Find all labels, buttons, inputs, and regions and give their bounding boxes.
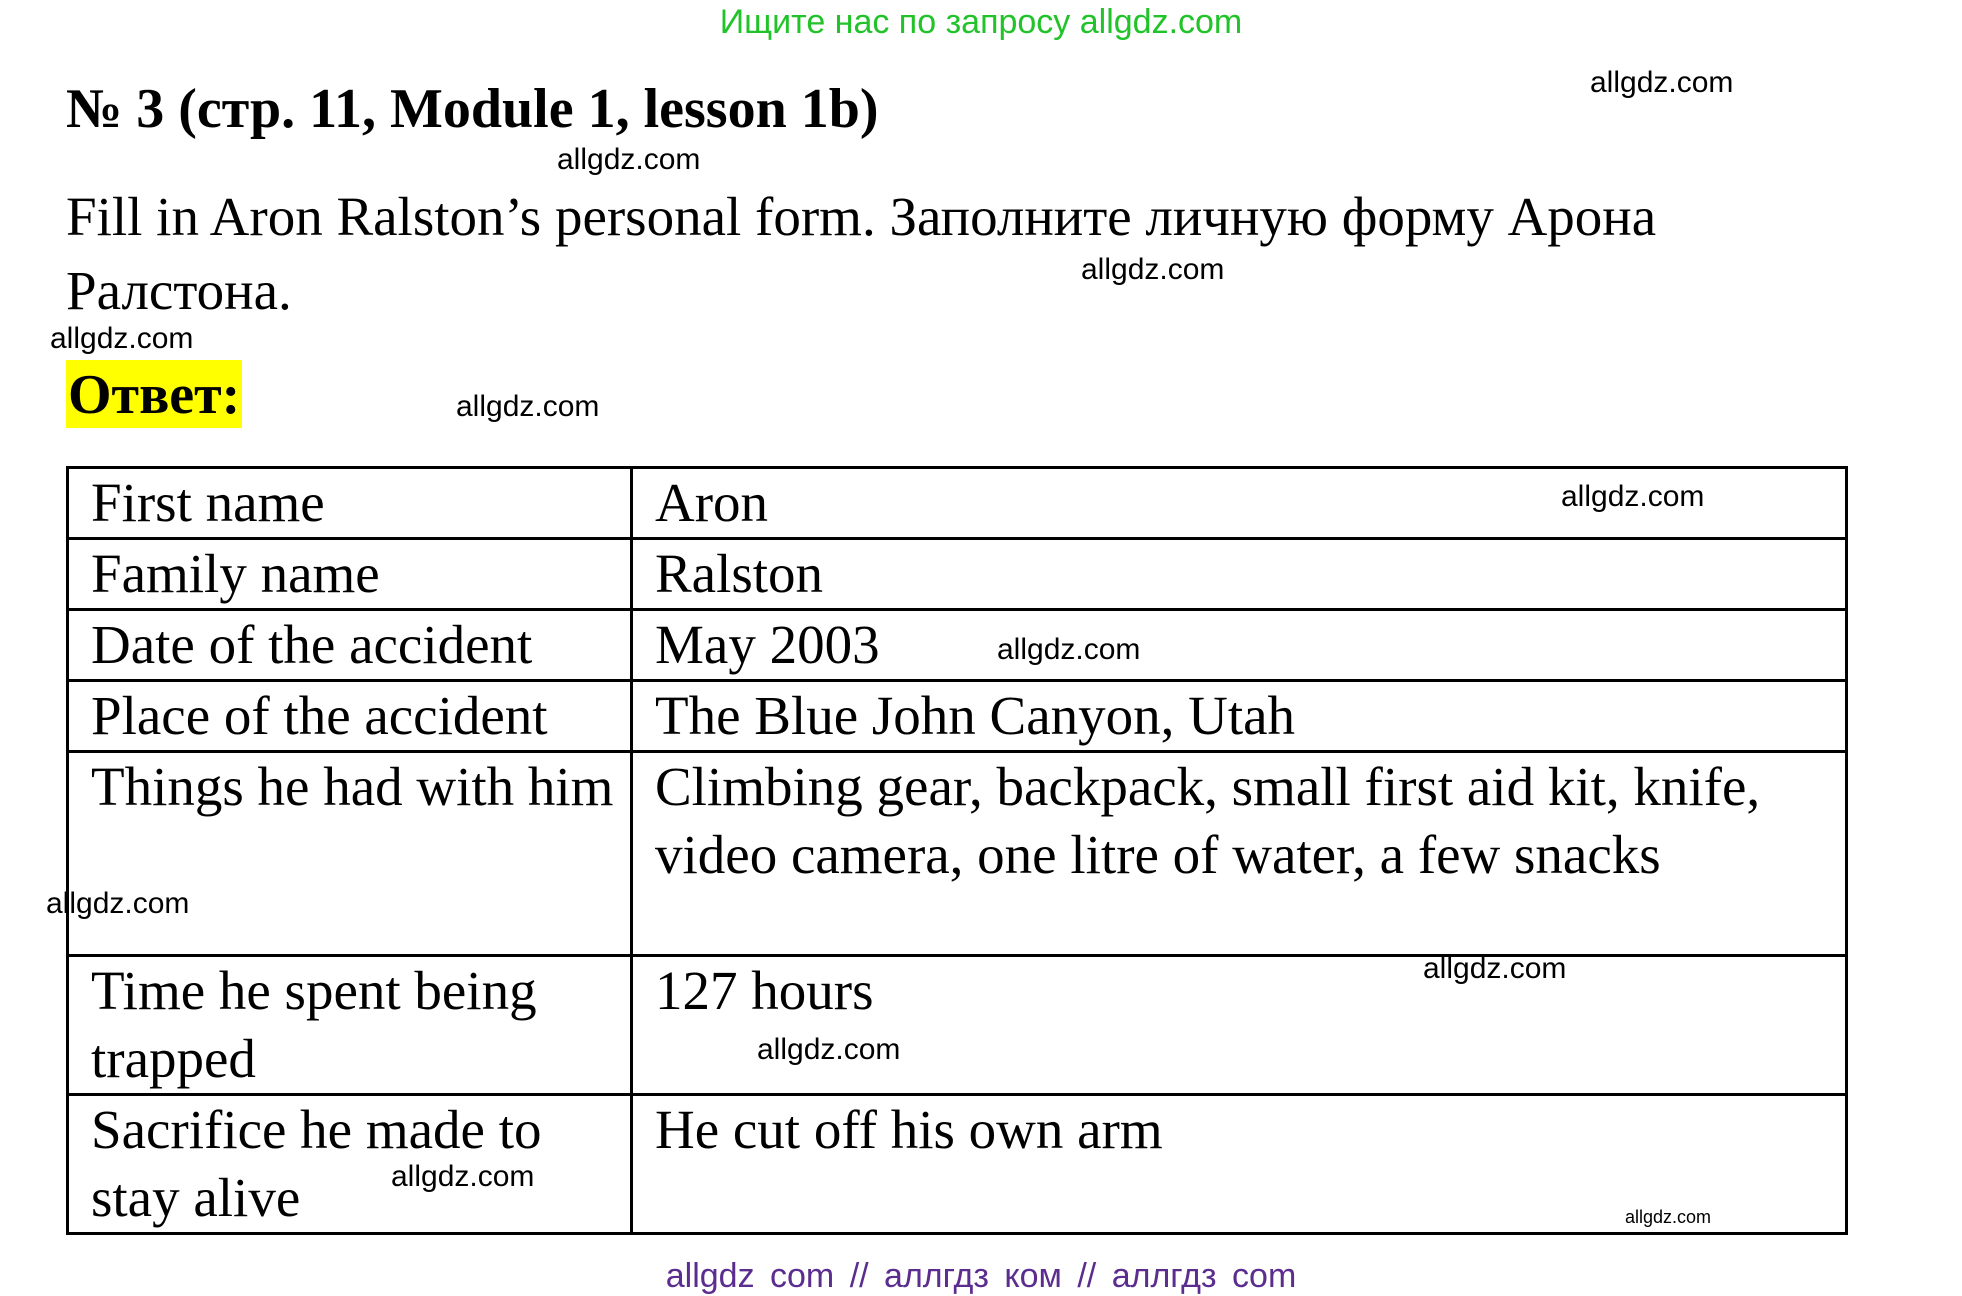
table-row [68, 956, 1847, 1095]
answer-label: Ответ: [66, 360, 242, 428]
row-label: First name [68, 468, 632, 539]
table-row [68, 539, 1847, 610]
watermark: allgdz.com [391, 1160, 535, 1193]
watermark: allgdz.com [1625, 1207, 1712, 1227]
watermark: allgdz.com [1081, 253, 1225, 286]
search-banner: Ищите нас по запросу allgdz.com [719, 3, 1243, 41]
table-row [68, 1095, 1847, 1234]
watermark: allgdz.com [557, 143, 701, 176]
row-value: May 2003 [632, 610, 1847, 681]
watermark: allgdz.com [46, 887, 190, 920]
personal-form-table [66, 466, 1848, 1235]
watermark: allgdz.com [50, 322, 194, 355]
watermark: allgdz.com [1590, 66, 1734, 99]
row-value: He cut off his own arm [632, 1095, 1847, 1234]
watermark: allgdz.com [1423, 952, 1567, 985]
row-value: The Blue John Canyon, Utah [632, 681, 1847, 752]
watermark: allgdz.com [456, 390, 600, 423]
row-label: Sacrifice he made to stay alive [68, 1095, 632, 1234]
table-row [68, 752, 1847, 956]
row-label: Place of the accident [68, 681, 632, 752]
watermark: allgdz.com [757, 1033, 901, 1066]
table-row [68, 681, 1847, 752]
table-row [68, 610, 1847, 681]
row-label: Time he spent being trapped [68, 956, 632, 1095]
row-label: Date of the accident [68, 610, 632, 681]
footer-links: allgdz com // аллгдз ком // аллгдз com [665, 1257, 1297, 1295]
watermark: allgdz.com [1561, 480, 1705, 513]
watermark: allgdz.com [997, 633, 1141, 666]
row-value: Ralston [632, 539, 1847, 610]
row-label: Things he had with him [68, 752, 632, 956]
row-value: Climbing gear, backpack, small first aid kit, knife, video camera, one litre of water, a few snacks [632, 752, 1847, 956]
row-value: Aron [632, 468, 1847, 539]
exercise-title: № 3 (стр. 11, Module 1, lesson 1b) [66, 78, 879, 140]
row-label: Family name [68, 539, 632, 610]
row-value: 127 hours [632, 956, 1847, 1095]
exercise-instruction: Fill in Aron Ralston’s personal form. Заполните личную форму Арона Ралстона. [66, 186, 1657, 321]
